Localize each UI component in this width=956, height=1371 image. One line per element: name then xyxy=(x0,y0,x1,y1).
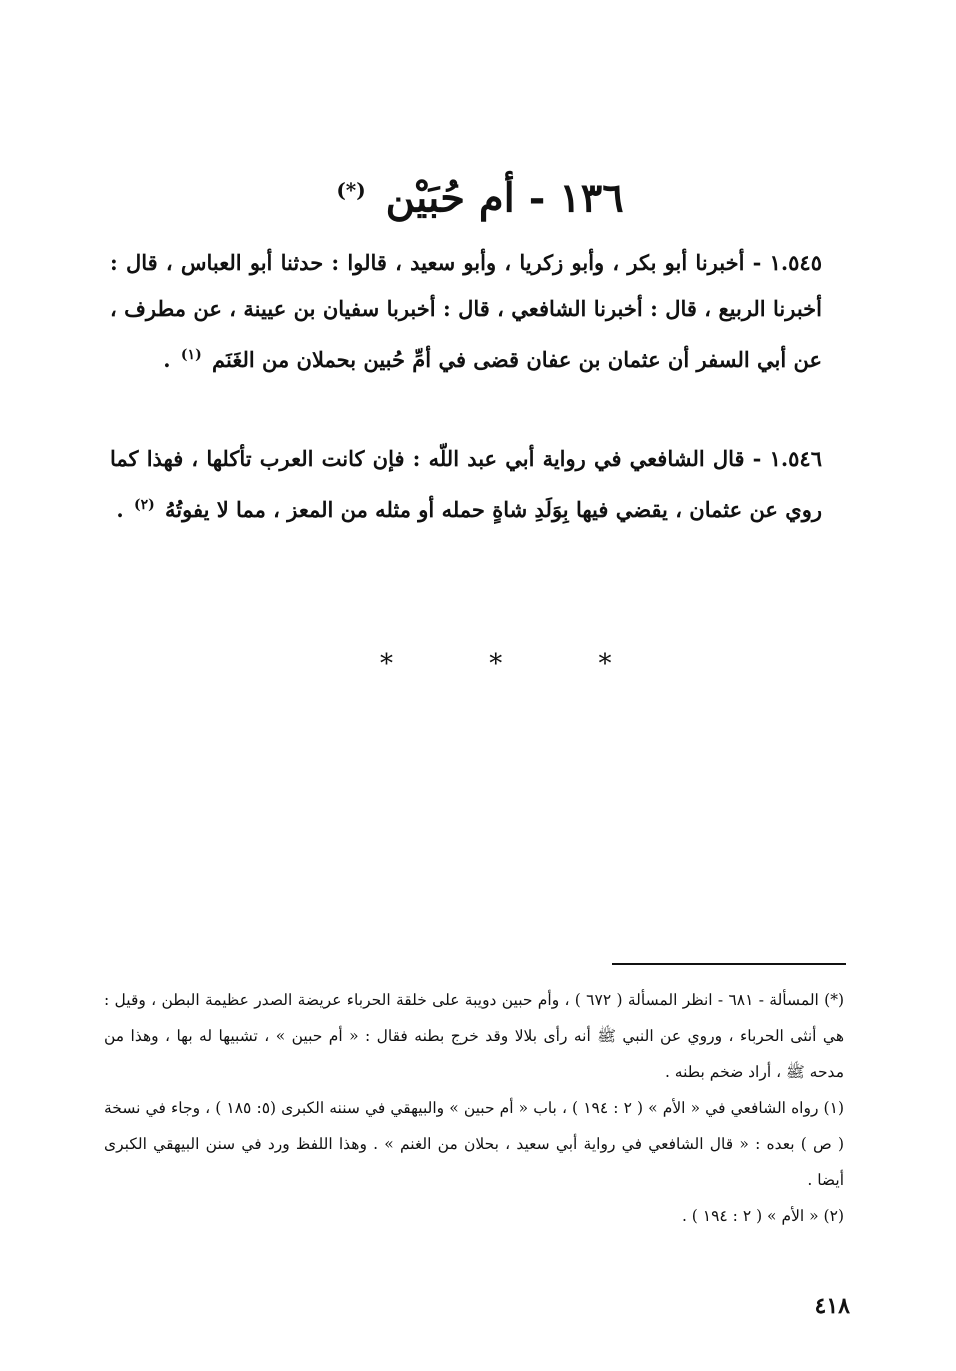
paragraph-1546 xyxy=(110,436,822,533)
footnote-ref-1: (١) xyxy=(180,347,202,363)
section-separator: * * * xyxy=(380,649,656,679)
footnote-star: (*) المسألة - ٦٨١ - انظر المسألة ( ٦٧٢ ) ، وأم حبين دويبة على خلقة الحرباء عريضة الصدر عظيمة البطن ، وقيل : هي أنثى الحرباء ، وروي عن النبي ﷺ أنه رأى بلالا وقد خرج بطنه فقال : « أم حبين » ، تشبيها له بها ، وهذا من مدحه ﷺ ، أراد ضخم بطنه . xyxy=(104,991,844,1081)
chapter-title-text: ١٣٦ - أم حُبَيْن xyxy=(385,174,624,222)
footnote-divider xyxy=(612,963,846,965)
footnote-2: (٢) « الأم » ( ٢ : ١٩٤ ) . xyxy=(681,1207,844,1225)
page-number: ٤١٨ xyxy=(814,1293,850,1319)
chapter-footnote-marker: (*) xyxy=(336,178,366,202)
paragraph-text: ١.٥٤٥ - أخبرنا أبو بكر ، وأبو زكريا ، وأبو سعيد ، قالوا : حدثنا أبو العباس ، قال : أخبرنا الربيع ، قال : أخبرنا الشافعي ، قال : أخبربا سفيان بن عيينة ، عن مطرف ، عن أبي السفر أن عثمان بن عفان قضى في أمِّ حُبين بحملان من الغَنَم xyxy=(110,250,822,372)
footnotes-section xyxy=(104,982,844,1234)
chapter-title xyxy=(300,165,660,223)
footnote-ref-2: (٢) xyxy=(133,497,155,513)
paragraph-text: ١.٥٤٦ - قال الشافعي في رواية أبي عبد اللّه : فإن كانت العرب تأكلها ، فهذا كما روي عن عثمان ، يقضي فيها بِوَلَدِ شاةٍ حمله أو مثله من المعز ، مما لا يفوتُهُ xyxy=(110,446,822,522)
paragraph-ending: . xyxy=(163,347,171,372)
paragraph-1545 xyxy=(110,240,822,383)
paragraph-ending: . xyxy=(116,497,124,522)
footnote-1: (١) رواه الشافعي في « الأم » ( ٢ : ١٩٤ ) ، باب « أم حبين » والبيهقي في سننه الكبرى (٥: ١٨٥ ) ، وجاء في نسخة ( ص ) بعده : « قال الشافعي في رواية أبي سعيد ، بحلان من الغنم » . وهذا اللفظ ورد في سنن البيهقي الكبرى أيضا . xyxy=(104,1099,844,1189)
